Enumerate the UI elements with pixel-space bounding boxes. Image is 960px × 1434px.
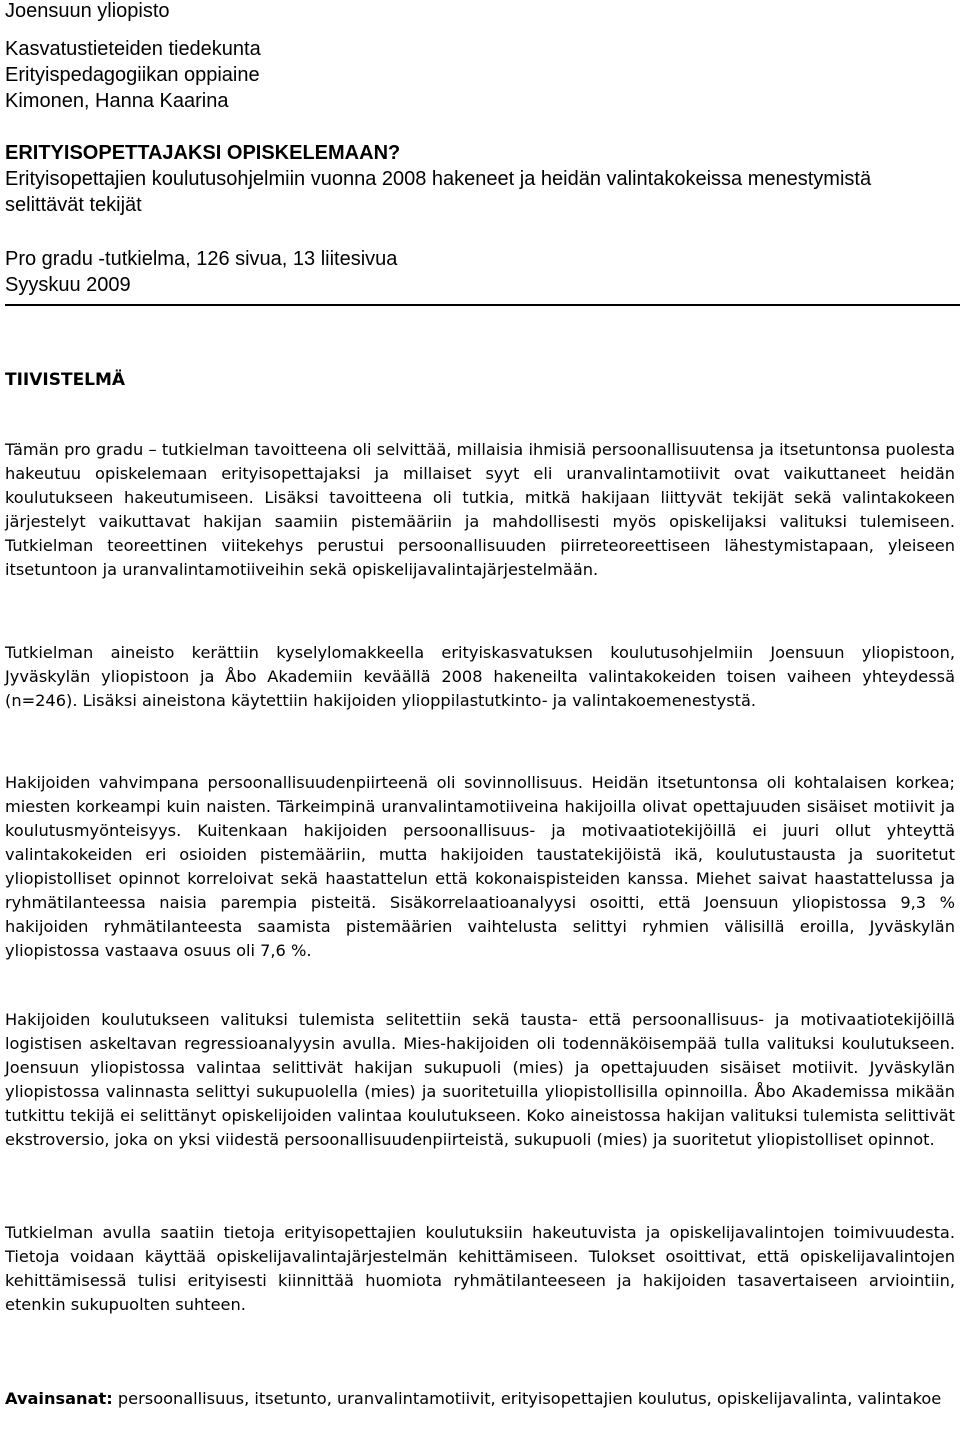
abstract-paragraph: Tutkielman aineisto kerättiin kyselylomakkeella erityiskasvatuksen koulutusohjelmiin Joensuun yliopistoon, Jyväskylän yliopistoon ja Åbo Akademiin keväällä 2008 hakeneilta valintakokeiden toisen vaiheen yhteydessä (n=246). Lisäksi aineistona käytettiin hakijoiden ylioppilastutkinto- ja valintakoemenestystä. — [5, 643, 955, 710]
header-divider — [5, 304, 960, 306]
keywords — [5, 1387, 955, 1411]
keywords-label: Avainsanat: — [5, 1389, 113, 1408]
thesis-subtitle: Erityisopettajien koulutusohjelmiin vuonna 2008 hakeneet ja heidän valintakokeissa menestymistä selittävät tekijät — [5, 168, 872, 216]
abstract-paragraph: Tutkielman avulla saatiin tietoja erityisopettajien koulutuksiin hakeutuvista ja opiskelijavalintojen toimivuudesta. Tietoja voidaan käyttää opiskelijavalintajärjestelmän kehittämiseen. Tulokset osoittivat, että opiskelijavalintojen kehittämisessä tulisi erityisesti kiinnittää huomiota ryhmätilanteeseen ja hakijoiden tasavertaiseen arviointiin, etenkin sukupuolten suhteen. — [5, 1223, 955, 1314]
abstract-paragraph: Hakijoiden vahvimpana persoonallisuudenpiirteenä oli sovinnollisuus. Heidän itsetuntonsa oli kohtalaisen korkea; miesten korkeampi kuin naisten. Tärkeimpinä uranvalintamotiiveina hakijoilla olivat opettajuuden sisäiset motiivit ja koulutusmyönteisyys. Kuitenkaan hakijoiden persoonallisuus- ja motivaatiotekijöillä ei juuri ollut yhteyttä valintakokeiden eri osioiden pistemääriin, mutta hakijoiden taustatekijöistä ikä, koulutustausta ja suoritetut yliopistolliset opinnot korreloivat sekä haastattelun että kokonaispisteiden kanssa. Miehet saivat haastattelussa ja ryhmätilanteessa naisia parempia pisteitä. Sisäkorrelaatioanalyysi osoitti, että Joensuun yliopistossa 9,3 % hakijoiden ryhmätilanteesta saamista pistemäärien vaihtelusta selittyi ryhmien välisillä eroilla, Jyväskylän yliopistossa vastaava osuus oli 7,6 %. — [5, 773, 955, 960]
department-name: Erityispedagogiikan oppiaine — [5, 64, 260, 86]
thesis-title: ERITYISOPETTAJAKSI OPISKELEMAAN? — [5, 142, 401, 164]
keywords-text: persoonallisuus, itsetunto, uranvalintamotiivit, erityisopettajien koulutus, opiskelijavalinta, valintakoe — [117, 1389, 942, 1408]
publication-date: Syyskuu 2009 — [5, 274, 131, 296]
work-type: Pro gradu -tutkielma, 126 sivua, 13 liitesivua — [5, 248, 398, 270]
abstract-heading: TIIVISTELMÄ — [5, 370, 126, 390]
abstract-paragraph: Hakijoiden koulutukseen valituksi tulemista selitettiin sekä tausta- että persoonallisuus- ja motivaatiotekijöillä logistisen askeltavan regressioanalyysin avulla. Mies-hakijoiden oli todennäköisempää tulla valituksi koulutukseen. Joensuun yliopistossa valintaa selittivät hakijan sukupuoli (mies) ja opettajuuden sisäiset motiivit. Jyväskylän yliopistossa valinnasta selittyi sukupuolella (mies) ja suoritetuilla yliopistollisilla opinnoilla. Åbo Akademissa mikään tutkittu tekijä ei selittänyt opiskelijoiden valintaa koulutukseen. Koko aineistossa hakijan valituksi tulemista selittivät ekstroversio, joka on yksi viidestä persoonallisuudenpiirteistä, sukupuoli (mies) ja suoritetut yliopistolliset opinnot. — [5, 1010, 955, 1149]
faculty-name: Kasvatustieteiden tiedekunta — [5, 38, 261, 60]
university-name: Joensuun yliopisto — [5, 0, 170, 22]
abstract-paragraph: Tämän pro gradu – tutkielman tavoitteena oli selvittää, millaisia ihmisiä persoonallisuutensa ja itsetuntonsa puolesta hakeutuu opiskelemaan erityisopettajaksi ja millaiset syyt eli uranvalintamotiivit ovat vaikuttaneet heidän koulutukseen hakeutumiseen. Lisäksi tavoitteena oli tutkia, mitkä hakijaan liittyvät tekijät sekä valintakokeen järjestelyt vaikuttavat hakijan saamiin pistemääriin ja mahdollisesti myös opiskelijaksi valituksi tulemiseen. Tutkielman teoreettinen viitekehys perustui persoonallisuuden piirreteoreettiseen lähestymistapaan, yleiseen itsetuntoon ja uranvalintamotiiveihin sekä opiskelijavalintajärjestelmään. — [5, 440, 955, 579]
author-name: Kimonen, Hanna Kaarina — [5, 90, 229, 112]
